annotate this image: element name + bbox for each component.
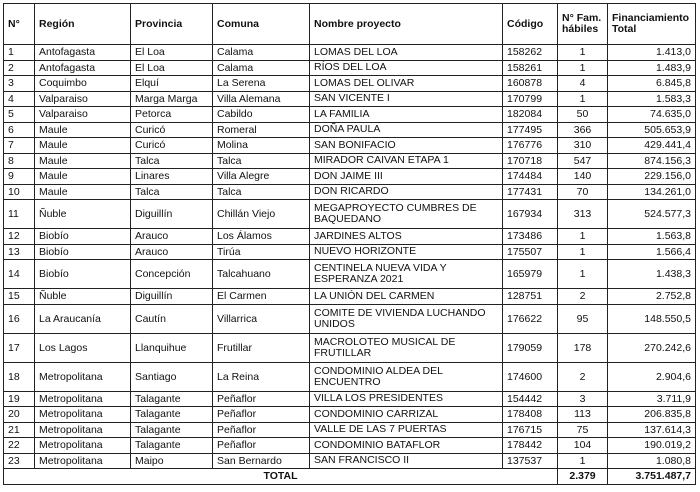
table-row [4, 453, 696, 469]
cell-provincia: Petorca [131, 107, 213, 123]
cell-nombre: SAN FRANCISCO II [310, 453, 503, 469]
table-row [4, 200, 696, 229]
cell-codigo: 165979 [503, 260, 558, 289]
cell-provincia: Linares [131, 169, 213, 185]
cell-codigo: 178408 [503, 407, 558, 423]
table-row [4, 422, 696, 438]
cell-comuna: Peñaflor [213, 422, 310, 438]
cell-region: Maule [35, 122, 131, 138]
cell-n: 5 [4, 107, 35, 123]
cell-provincia: El Loa [131, 45, 213, 61]
header-fam: N° Fam. hábiles [558, 4, 608, 45]
cell-nombre: LOMAS DEL OLIVAR [310, 76, 503, 92]
cell-region: Metropolitana [35, 407, 131, 423]
cell-n: 19 [4, 391, 35, 407]
cell-nombre: NUEVO HORIZONTE [310, 244, 503, 260]
cell-fam: 547 [558, 153, 608, 169]
table-row [4, 76, 696, 92]
cell-provincia: Talca [131, 153, 213, 169]
cell-codigo: 170718 [503, 153, 558, 169]
cell-provincia: Talagante [131, 438, 213, 454]
cell-comuna: Molina [213, 138, 310, 154]
cell-provincia: Marga Marga [131, 91, 213, 107]
cell-financiamiento: 270.242,6 [608, 333, 696, 362]
cell-n: 7 [4, 138, 35, 154]
cell-nombre: LA FAMILIA [310, 107, 503, 123]
header-nombre: Nombre proyecto [310, 4, 503, 45]
cell-financiamiento: 6.845,8 [608, 76, 696, 92]
cell-comuna: Los Álamos [213, 229, 310, 245]
cell-provincia: Maipo [131, 453, 213, 469]
table-row [4, 362, 696, 391]
cell-provincia: Santiago [131, 362, 213, 391]
cell-n: 10 [4, 184, 35, 200]
cell-nombre: CONDOMINIO CARRIZAL [310, 407, 503, 423]
cell-comuna: San Bernardo [213, 453, 310, 469]
cell-n: 12 [4, 229, 35, 245]
table-row [4, 138, 696, 154]
cell-fam: 2 [558, 289, 608, 305]
cell-n: 8 [4, 153, 35, 169]
cell-financiamiento: 505.653,9 [608, 122, 696, 138]
cell-provincia: Arauco [131, 229, 213, 245]
cell-fam: 2 [558, 362, 608, 391]
cell-fam: 113 [558, 407, 608, 423]
cell-provincia: Talca [131, 184, 213, 200]
cell-fam: 1 [558, 260, 608, 289]
table-row [4, 391, 696, 407]
cell-n: 9 [4, 169, 35, 185]
cell-region: Valparaiso [35, 91, 131, 107]
cell-fam: 95 [558, 304, 608, 333]
cell-provincia: El Loa [131, 60, 213, 76]
cell-comuna: Romeral [213, 122, 310, 138]
cell-financiamiento: 1.583,3 [608, 91, 696, 107]
cell-provincia: Curicó [131, 122, 213, 138]
cell-provincia: Arauco [131, 244, 213, 260]
cell-nombre: CENTINELA NUEVA VIDA Y ESPERANZA 2021 [310, 260, 503, 289]
cell-financiamiento: 2.904,6 [608, 362, 696, 391]
cell-region: Maule [35, 169, 131, 185]
cell-nombre: SAN VICENTE I [310, 91, 503, 107]
cell-fam: 1 [558, 91, 608, 107]
cell-nombre: CONDOMINIO ALDEA DEL ENCUENTRO [310, 362, 503, 391]
cell-nombre: MACROLOTEO MUSICAL DE FRUTILLAR [310, 333, 503, 362]
cell-region: Metropolitana [35, 453, 131, 469]
cell-financiamiento: 1.413,0 [608, 45, 696, 61]
table-row [4, 184, 696, 200]
cell-nombre: LA UNIÓN DEL CARMEN [310, 289, 503, 305]
cell-financiamiento: 1.080,8 [608, 453, 696, 469]
cell-region: Metropolitana [35, 422, 131, 438]
cell-provincia: Concepción [131, 260, 213, 289]
cell-codigo: 174600 [503, 362, 558, 391]
cell-nombre: LOMAS DEL LOA [310, 45, 503, 61]
cell-provincia: Llanquihue [131, 333, 213, 362]
cell-nombre: DON RICARDO [310, 184, 503, 200]
cell-n: 16 [4, 304, 35, 333]
header-comuna: Comuna [213, 4, 310, 45]
total-label: TOTAL [4, 469, 558, 485]
cell-codigo: 178442 [503, 438, 558, 454]
cell-financiamiento: 874.156,3 [608, 153, 696, 169]
cell-financiamiento: 1.563,8 [608, 229, 696, 245]
cell-n: 1 [4, 45, 35, 61]
cell-codigo: 179059 [503, 333, 558, 362]
cell-codigo: 170799 [503, 91, 558, 107]
table-row [4, 304, 696, 333]
cell-comuna: Villa Alegre [213, 169, 310, 185]
cell-nombre: RÍOS DEL LOA [310, 60, 503, 76]
cell-fam: 366 [558, 122, 608, 138]
cell-comuna: La Serena [213, 76, 310, 92]
cell-fam: 140 [558, 169, 608, 185]
cell-nombre: DOÑA PAULA [310, 122, 503, 138]
cell-comuna: Tirúa [213, 244, 310, 260]
cell-provincia: Talagante [131, 407, 213, 423]
cell-region: Biobío [35, 260, 131, 289]
cell-financiamiento: 190.019,2 [608, 438, 696, 454]
cell-provincia: Diguillín [131, 289, 213, 305]
cell-n: 20 [4, 407, 35, 423]
cell-comuna: Talcahuano [213, 260, 310, 289]
cell-comuna: Frutillar [213, 333, 310, 362]
cell-region: Metropolitana [35, 362, 131, 391]
cell-provincia: Curicó [131, 138, 213, 154]
cell-n: 6 [4, 122, 35, 138]
cell-fam: 310 [558, 138, 608, 154]
header-row [4, 4, 696, 45]
table-row [4, 60, 696, 76]
total-row [4, 469, 696, 485]
cell-region: La Araucanía [35, 304, 131, 333]
cell-region: Maule [35, 138, 131, 154]
cell-financiamiento: 1.483,9 [608, 60, 696, 76]
cell-comuna: Talca [213, 184, 310, 200]
cell-n: 2 [4, 60, 35, 76]
table-row [4, 122, 696, 138]
cell-codigo: 173486 [503, 229, 558, 245]
cell-region: Ñuble [35, 200, 131, 229]
cell-region: Ñuble [35, 289, 131, 305]
table-row [4, 407, 696, 423]
cell-nombre: COMITE DE VIVIENDA LUCHANDO UNIDOS [310, 304, 503, 333]
cell-n: 11 [4, 200, 35, 229]
table-row [4, 107, 696, 123]
cell-codigo: 137537 [503, 453, 558, 469]
header-provincia: Provincia [131, 4, 213, 45]
table-row [4, 333, 696, 362]
cell-region: Maule [35, 153, 131, 169]
cell-fam: 178 [558, 333, 608, 362]
table-row [4, 229, 696, 245]
cell-comuna: Peñaflor [213, 391, 310, 407]
cell-comuna: Chillán Viejo [213, 200, 310, 229]
cell-codigo: 158262 [503, 45, 558, 61]
cell-codigo: 128751 [503, 289, 558, 305]
cell-n: 23 [4, 453, 35, 469]
cell-n: 15 [4, 289, 35, 305]
cell-comuna: Villa Alemana [213, 91, 310, 107]
cell-nombre: VALLE DE LAS 7 PUERTAS [310, 422, 503, 438]
cell-codigo: 182084 [503, 107, 558, 123]
cell-nombre: SAN BONIFACIO [310, 138, 503, 154]
cell-fam: 1 [558, 45, 608, 61]
cell-financiamiento: 2.752,8 [608, 289, 696, 305]
header-fin: Financiamiento Total [608, 4, 696, 45]
cell-comuna: Villarrica [213, 304, 310, 333]
cell-provincia: Talagante [131, 391, 213, 407]
cell-comuna: Cabildo [213, 107, 310, 123]
cell-financiamiento: 3.711,9 [608, 391, 696, 407]
cell-nombre: VILLA LOS PRESIDENTES [310, 391, 503, 407]
cell-fam: 50 [558, 107, 608, 123]
cell-codigo: 167934 [503, 200, 558, 229]
cell-financiamiento: 1.438,3 [608, 260, 696, 289]
cell-n: 13 [4, 244, 35, 260]
cell-region: Valparaiso [35, 107, 131, 123]
cell-n: 3 [4, 76, 35, 92]
table-row [4, 438, 696, 454]
cell-region: Biobío [35, 244, 131, 260]
table-row [4, 91, 696, 107]
cell-financiamiento: 229.156,0 [608, 169, 696, 185]
cell-financiamiento: 206.835,8 [608, 407, 696, 423]
cell-fam: 4 [558, 76, 608, 92]
cell-comuna: Talca [213, 153, 310, 169]
cell-financiamiento: 74.635,0 [608, 107, 696, 123]
cell-financiamiento: 148.550,5 [608, 304, 696, 333]
cell-codigo: 176776 [503, 138, 558, 154]
cell-region: Antofagasta [35, 60, 131, 76]
table-row [4, 45, 696, 61]
cell-financiamiento: 134.261,0 [608, 184, 696, 200]
cell-nombre: DON JAIME III [310, 169, 503, 185]
cell-n: 17 [4, 333, 35, 362]
cell-nombre: MEGAPROYECTO CUMBRES DE BAQUEDANO [310, 200, 503, 229]
cell-financiamiento: 1.566,4 [608, 244, 696, 260]
cell-region: Los Lagos [35, 333, 131, 362]
cell-provincia: Diguillín [131, 200, 213, 229]
cell-codigo: 176622 [503, 304, 558, 333]
table-body [4, 45, 696, 469]
header-codigo: Código [503, 4, 558, 45]
cell-n: 22 [4, 438, 35, 454]
total-financiamiento: 3.751.487,7 [608, 469, 696, 485]
cell-region: Coquimbo [35, 76, 131, 92]
cell-codigo: 176715 [503, 422, 558, 438]
table-row [4, 244, 696, 260]
cell-comuna: El Carmen [213, 289, 310, 305]
table-row [4, 153, 696, 169]
cell-comuna: Calama [213, 45, 310, 61]
header-n: N° [4, 4, 35, 45]
cell-region: Biobío [35, 229, 131, 245]
cell-fam: 75 [558, 422, 608, 438]
cell-codigo: 174484 [503, 169, 558, 185]
projects-table [3, 3, 696, 485]
cell-nombre: JARDINES ALTOS [310, 229, 503, 245]
cell-provincia: Elquí [131, 76, 213, 92]
cell-fam: 1 [558, 229, 608, 245]
header-region: Región [35, 4, 131, 45]
cell-nombre: MIRADOR CAIVAN ETAPA 1 [310, 153, 503, 169]
cell-codigo: 160878 [503, 76, 558, 92]
cell-comuna: Peñaflor [213, 407, 310, 423]
table-row [4, 169, 696, 185]
cell-fam: 313 [558, 200, 608, 229]
cell-fam: 70 [558, 184, 608, 200]
cell-codigo: 154442 [503, 391, 558, 407]
cell-financiamiento: 524.577,3 [608, 200, 696, 229]
cell-n: 4 [4, 91, 35, 107]
cell-fam: 104 [558, 438, 608, 454]
cell-region: Maule [35, 184, 131, 200]
cell-n: 14 [4, 260, 35, 289]
cell-fam: 3 [558, 391, 608, 407]
cell-fam: 1 [558, 244, 608, 260]
cell-financiamiento: 137.614,3 [608, 422, 696, 438]
cell-n: 21 [4, 422, 35, 438]
cell-codigo: 177495 [503, 122, 558, 138]
table-row [4, 260, 696, 289]
cell-comuna: Peñaflor [213, 438, 310, 454]
cell-financiamiento: 429.441,4 [608, 138, 696, 154]
cell-nombre: CONDOMINIO BATAFLOR [310, 438, 503, 454]
cell-comuna: La Reina [213, 362, 310, 391]
table-row [4, 289, 696, 305]
cell-fam: 1 [558, 60, 608, 76]
cell-region: Antofagasta [35, 45, 131, 61]
cell-region: Metropolitana [35, 391, 131, 407]
cell-codigo: 177431 [503, 184, 558, 200]
cell-codigo: 158261 [503, 60, 558, 76]
cell-provincia: Cautín [131, 304, 213, 333]
cell-region: Metropolitana [35, 438, 131, 454]
cell-fam: 1 [558, 453, 608, 469]
cell-comuna: Calama [213, 60, 310, 76]
cell-codigo: 175507 [503, 244, 558, 260]
cell-n: 18 [4, 362, 35, 391]
cell-provincia: Talagante [131, 422, 213, 438]
total-fam: 2.379 [558, 469, 608, 485]
